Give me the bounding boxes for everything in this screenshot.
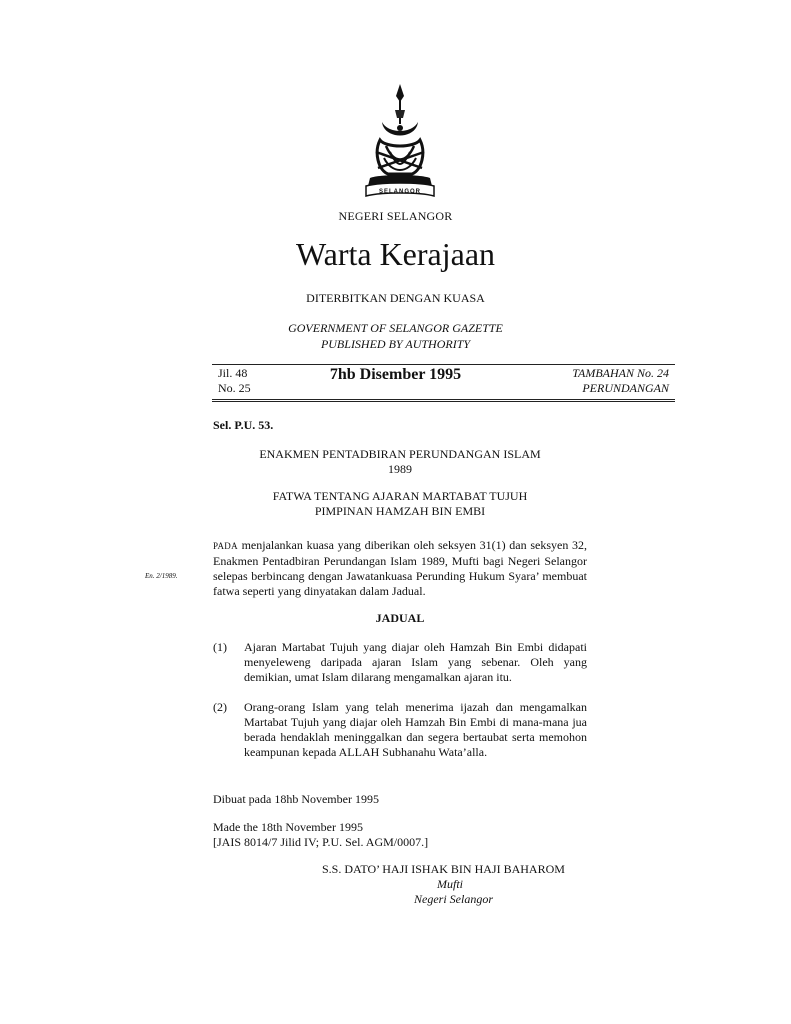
fatwa-line1: FATWA TENTANG AJARAN MARTABAT TUJUH	[272, 489, 528, 503]
enactment-line2: 1989	[388, 462, 412, 476]
gazette-subtitle	[0, 320, 791, 352]
header-rule-bottom-1	[212, 399, 675, 400]
supplement-number: TAMBAHAN No. 24	[572, 366, 669, 380]
header-rule-bottom-2	[212, 401, 675, 402]
made-date-english: Made the 18th November 1995	[213, 820, 363, 834]
svg-text:SELANGOR: SELANGOR	[378, 189, 422, 195]
schedule-item: Ajaran Martabat Tujuh yang diajar oleh Hamzah Bin Embi didapati menyeleweng daripada ajaran Islam yang sebenar. Oleh yang demikian, umat Islam dilarang mengamalkan ajaran itu.	[244, 640, 587, 684]
enactment-heading	[0, 447, 791, 477]
published-by: DITERBITKAN DENGAN KUASA	[306, 291, 485, 305]
file-reference: [JAIS 8014/7 Jilid IV; P.U. Sel. AGM/0007.]	[213, 835, 429, 849]
issue-date: 7hb Disember 1995	[329, 366, 462, 383]
supplement-category: PERUNDANGAN	[582, 381, 669, 395]
state-name: NEGERI SELANGOR	[338, 209, 453, 223]
notice-reference: Sel. P.U. 53.	[213, 418, 274, 432]
made-date-malay: Dibuat pada 18hb November 1995	[213, 792, 379, 806]
fatwa-line2: PIMPINAN HAMZAH BIN EMBI	[314, 504, 486, 518]
gazette-subtitle-line2: PUBLISHED BY AUTHORITY	[320, 337, 471, 351]
margin-note: En. 2/1989.	[145, 572, 178, 580]
header-rule-top	[212, 364, 675, 365]
selangor-crest-logo	[360, 82, 440, 208]
supplement-info	[470, 366, 669, 396]
item-number: (2)	[213, 700, 227, 714]
signatory-region: Negeri Selangor	[414, 892, 493, 906]
intro-paragraph	[213, 538, 587, 599]
gazette-subtitle-line1: GOVERNMENT OF SELANGOR GAZETTE	[288, 321, 503, 335]
signatory-role: Mufti	[437, 877, 463, 891]
enactment-line1: ENAKMEN PENTADBIRAN PERUNDANGAN ISLAM	[259, 447, 541, 461]
signatory-name: S.S. DATO’ HAJI ISHAK BIN HAJI BAHAROM	[322, 862, 565, 876]
volume-number: Jil. 48	[218, 366, 248, 380]
gazette-title: Warta Kerajaan	[295, 236, 496, 272]
schedule-heading: JADUAL	[375, 611, 425, 625]
issue-number: No. 25	[218, 381, 251, 395]
intro-lead-word: PADA	[213, 541, 238, 551]
item-number: (1)	[213, 640, 227, 654]
fatwa-heading	[0, 489, 791, 519]
schedule-item: Orang-orang Islam yang telah menerima ijazah dan mengamalkan Martabat Tujuh yang diajar oleh Hamzah Bin Embi di mana-mana jua berada hendaklah meninggalkan dan segera bertaubat serta memohon keampunan kepada ALLAH Subhanahu Wata’alla.	[244, 700, 587, 759]
intro-text: menjalankan kuasa yang diberikan oleh seksyen 31(1) dan seksyen 32, Enakmen Pentadbiran Perundangan Islam 1989, Mufti bagi Negeri Selangor selepas berbincang dengan Jawatankuasa Perunding Hukum Syara’ membuat fatwa seperti yang dinyatakan dalam Jadual.	[213, 538, 587, 598]
